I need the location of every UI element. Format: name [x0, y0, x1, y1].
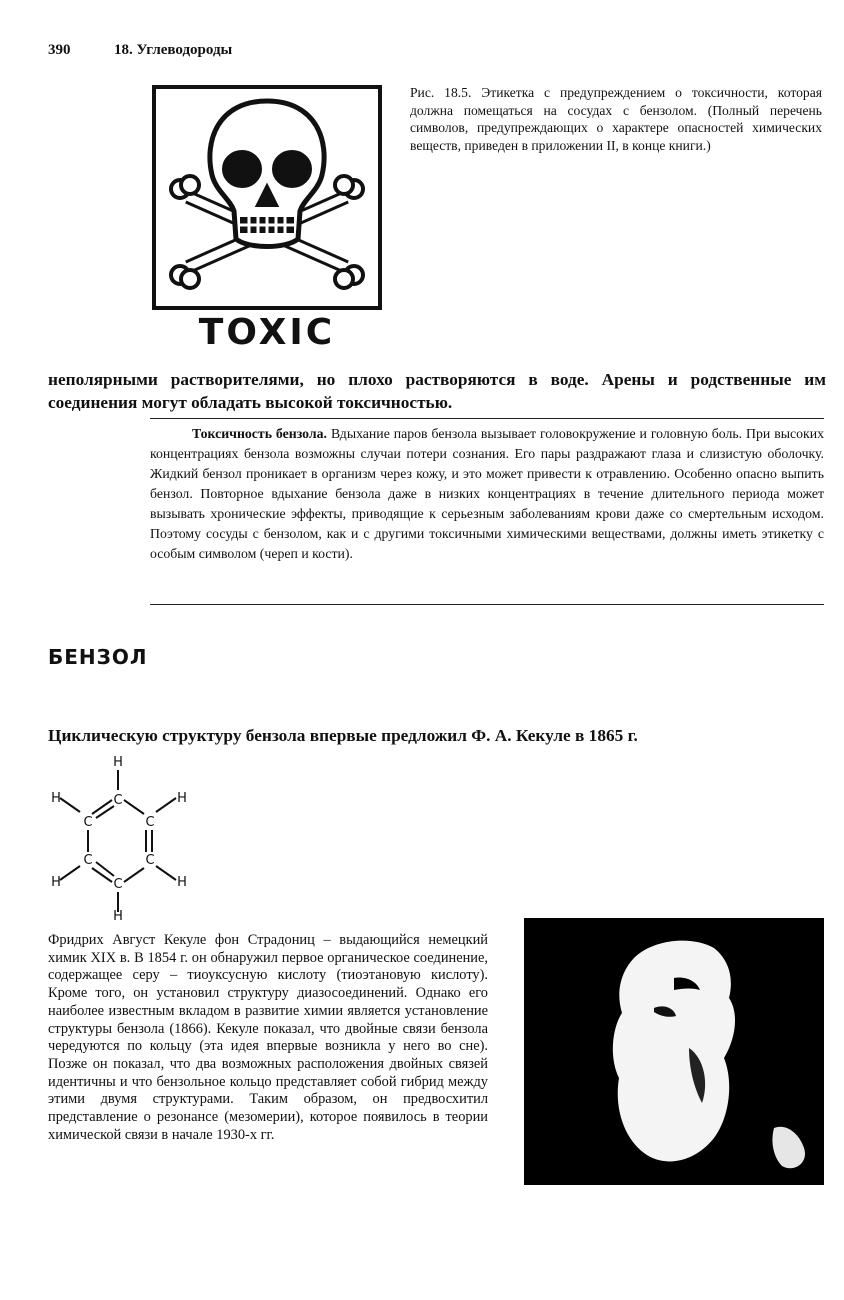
atom-c: C — [113, 793, 123, 808]
atom-c: C — [113, 877, 123, 892]
skull-crossbones-icon — [156, 89, 378, 306]
toxicity-box — [150, 424, 824, 564]
chapter-title: 18. Углеводороды — [114, 42, 233, 58]
box-bottom-rule — [150, 604, 824, 605]
toxic-label: TOXIC — [198, 312, 336, 353]
atom-c: C — [83, 815, 93, 830]
atom-h: H — [51, 791, 61, 806]
page-header — [48, 42, 232, 59]
portrait-image — [524, 918, 824, 1185]
atom-h: H — [177, 875, 187, 890]
toxicity-text: Вдыхание паров бензола вызывает головокружение и головную боль. При высоких концентрациях бензола возможны случаи потери сознания. Его пары раздражают глаза и слизистую оболочку. Жидкий бензол проникает в организм через кожу, и это может привести к отравлению. Особенно опасно выпить бензол. Повторное вдыхание бензола даже в низких концентрациях в течение длительного периода может вызывать хронические эффекты, приводящие к серьезным заболеваниям крови даже со смертельным исходом. Поэтому сосуды с бензолом, как и с другими токсичными химическими веществами, должны иметь этикетку с особым символом (череп и кости). — [150, 426, 824, 561]
intro-line: Циклическую структуру бензола впервые предложил Ф. А. Кекуле в 1865 г. — [48, 726, 638, 745]
atom-c: C — [145, 815, 155, 830]
atom-c: C — [83, 853, 93, 868]
body-paragraph: неполярными растворителями, но плохо растворяются в воде. Арены и родственные им соединения могут обладать высокой токсичностью. — [48, 370, 826, 412]
atom-h: H — [113, 755, 123, 770]
kekule-portrait-photo — [524, 918, 824, 1185]
atom-h: H — [177, 791, 187, 806]
figure-caption: Рис. 18.5. Этикетка с предупреждением о токсичности, которая должна помещаться на сосудах с бензолом. (Полный перечень символов, предупреждающих о характере опасностей химических веществ, приведен в приложении II, в конце книги.) — [410, 85, 822, 153]
atom-h: H — [113, 909, 123, 922]
kekule-biography: Фридрих Август Кекуле фон Страдониц – выдающийся немецкий химик XIX в. В 1854 г. он обнаружил первое органическое соединение, содержащее серу – тиоуксусную кислоту (тиоэтановую кислоту). Кроме того, он установил структуру диазосоединений. Однако его наиболее известным вкладом в развитие химии является установление структуры бензола (1866). Кекуле показал, что двойные связи бензола чередуются по кольцу (эта идея впервые возникла у него во сне). Позже он показал, что два возможных расположения двойных связей идентичны и что бензольное кольцо представляет собой гибрид между этими двумя структурами. Таким образом, он предвосхитил представление о резонансе (мезомерии), которое появилось в теории химической связи в начале 1930-х гг. — [48, 932, 488, 1143]
atom-c: C — [145, 853, 155, 868]
toxicity-heading: Токсичность бензола. — [192, 426, 327, 441]
box-top-rule — [150, 418, 824, 419]
atom-h: H — [51, 875, 61, 890]
page-number: 390 — [48, 42, 71, 58]
toxic-label-frame — [152, 85, 382, 310]
section-title: БЕНЗОЛ — [48, 645, 148, 669]
benzene-structure-diagram — [46, 752, 206, 922]
